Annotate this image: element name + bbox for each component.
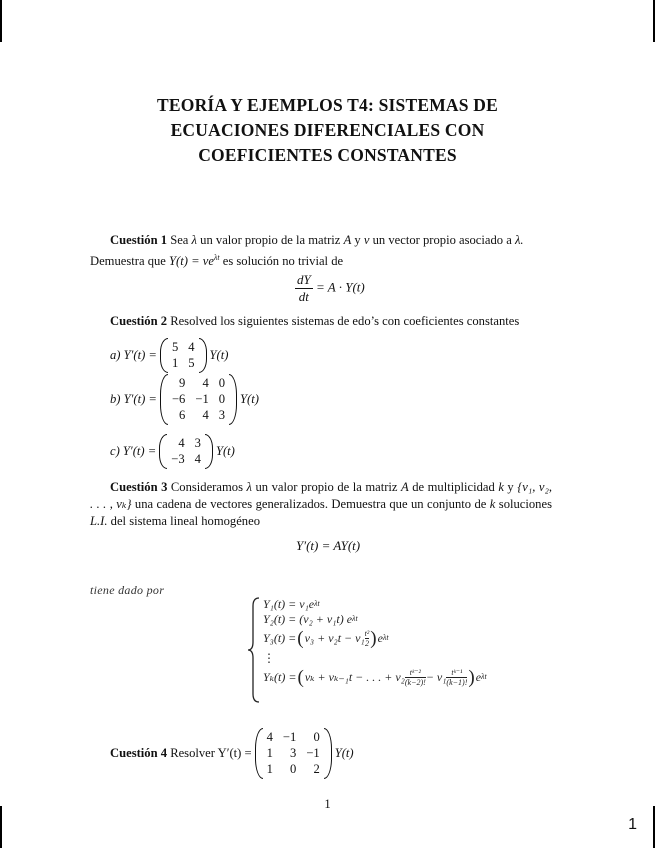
q2-c-matrix: 4 3 −3 4 [159,434,213,469]
q2-a-label: a) Y′(t) = [110,348,157,362]
sys-line-k: Yₖ(t) = ( vₖ + vₖ₋₁t − . . . + v₂ tᵏ⁻² (k−2)! − v₁ tᵏ⁻¹ (k−1)! ) e λt [263,666,487,688]
q1-equation [295,272,365,305]
q1-exponent: λt [213,253,220,262]
q1-label: Cuestión 1 [110,233,168,247]
title-line-2: ECUACIONES DIFERENCIALES CON [170,120,485,140]
frac-denominator: dt [298,289,309,304]
q1-text: un vector propio asociado a [372,233,512,247]
title-line-3: COEFICIENTES CONSTANTES [198,145,457,165]
q1-text: un valor propio de la matriz [200,233,341,247]
q1-text: y [354,233,361,247]
question-4 [110,728,354,779]
q2-text: Resolved los siguientes sistemas de edo’s con coeficientes constantes [170,314,520,328]
q2-b-y: Y(t) [240,392,259,406]
crop-mark-bottom-left-v [0,806,2,848]
q2-a-matrix: 5 4 1 5 [160,338,207,373]
q2-c-label: c) Y′(t) = [110,444,157,458]
q3-label: Cuestión 3 [110,480,168,494]
q2-b-label: b) Y′(t) = [110,392,157,406]
q2-item-c [110,434,235,469]
q3-vector-set: {v₁, v₂, . . . , vₖ} [90,480,553,511]
q4-y: Y(t) [334,746,354,760]
page-title [0,93,655,168]
q2-a-y: Y(t) [209,348,229,362]
q3-solution-system [247,596,557,704]
title-line-1: TEORÍA Y EJEMPLOS T4: SISTEMAS DE [157,95,498,115]
sys-line-1: Y₁(t) = v₁e λt [263,596,320,611]
sys-line-2: Y₂(t) = (v₂ + v₁t) e λt [263,611,358,626]
frac-numerator: dY [297,272,311,287]
q1-matrix-a: A [343,233,352,247]
page-number: 1 [324,797,331,811]
q2-label: Cuestión 2 [110,314,168,328]
q1-text: es solución no trivial de [222,254,344,269]
sys-line-3: Y₃(t) = ( v₃ + v₂t − v₁ t² 2 ) e λt [263,627,389,649]
q1-solution: Y(t) = ve [169,254,214,269]
q3-equation: Y′(t) = AY(t) [296,538,361,553]
q1-lambda: λ [191,233,197,247]
page-number-corner: 1 [628,816,637,833]
question-2 [90,313,552,330]
q1-text: Sea [170,233,189,247]
q4-text: Resolver Y′(t) = [170,746,252,760]
question-3: Cuestión 3 Consideramos λ un valor propio de la matriz A de multiplicidad k y {v₁, v₂, . . . , vₖ} una cadena de vectores generalizados. Demuestra que un conjunto de k soluciones L.I. del sistema lineal homogéneo [90,480,553,528]
q1-text: Demuestra que [90,254,166,269]
sys-line-vdots: ⋮ [263,650,275,665]
question-1 [90,232,552,270]
q4-matrix: 4 −1 0 1 3 −1 1 0 2 [255,728,332,779]
left-brace-icon [247,596,261,704]
q2-item-a [110,338,228,373]
q2-b-matrix: 9 4 0 −6 −1 0 6 4 3 [160,374,237,425]
q1-rhs: = A · Y(t) [315,279,365,295]
q2-item-b [110,374,259,425]
crop-mark-top-left-v [0,0,2,42]
q2-c-y: Y(t) [215,444,235,458]
q1-lambda-end: λ. [514,233,524,247]
q1-vector-v: v [363,233,370,247]
q4-label: Cuestión 4 [110,746,168,760]
q3-tiene-text: tiene dado por [90,583,165,597]
